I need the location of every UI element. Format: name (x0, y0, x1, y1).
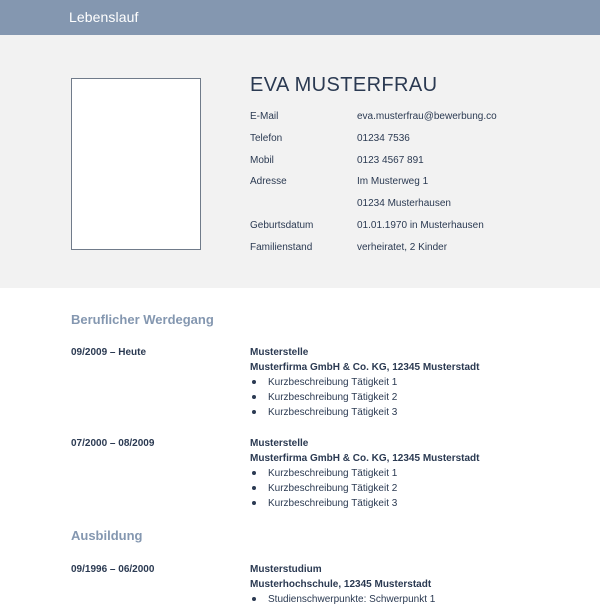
entry-date: 07/2000 – 08/2009 (71, 438, 155, 449)
mobile-value: 0123 4567 891 (357, 154, 424, 166)
bullet-icon (252, 471, 256, 475)
cv-header (0, 35, 600, 288)
list-item-text: Kurzbeschreibung Tätigkeit 1 (268, 377, 398, 388)
contact-label: Mobil (250, 154, 274, 166)
list-item (250, 481, 550, 496)
list-item-text: Kurzbeschreibung Tätigkeit 3 (268, 407, 398, 418)
bullet-icon (252, 597, 256, 601)
task-list (250, 466, 550, 511)
section-title-education: Ausbildung (71, 528, 143, 543)
entry-position: Musterstelle (250, 347, 309, 358)
bullet-icon (252, 380, 256, 384)
phone-value: 01234 7536 (357, 132, 410, 144)
address-street: Im Musterweg 1 (357, 176, 429, 188)
contact-row-address-city (250, 193, 550, 215)
address-city: 01234 Musterhausen (357, 198, 451, 210)
contact-row-mobile (250, 150, 550, 172)
task-list (250, 375, 550, 420)
bullet-icon (252, 486, 256, 490)
contact-label: Adresse (250, 176, 287, 188)
contact-row-birthdate (250, 215, 550, 237)
contact-label: Geburtsdatum (250, 219, 314, 231)
contact-label: E-Mail (250, 111, 279, 122)
entry-date: 09/2009 – Heute (71, 347, 147, 358)
document-title: Lebenslauf (69, 9, 139, 25)
contact-row-address (250, 171, 550, 193)
list-item (250, 390, 550, 405)
birthdate-value: 01.01.1970 in Musterhausen (357, 219, 484, 231)
contact-row-phone (250, 128, 550, 150)
entry-date: 09/1996 – 06/2000 (71, 564, 155, 575)
bullet-icon (252, 410, 256, 414)
contact-row-marital (250, 237, 550, 259)
list-item-text: Kurzbeschreibung Tätigkeit 3 (268, 498, 398, 509)
marital-value: verheiratet, 2 Kinder (357, 241, 448, 253)
list-item-text: Kurzbeschreibung Tätigkeit 2 (268, 392, 398, 403)
entry-organization: Musterhochschule, 12345 Musterstadt (250, 579, 432, 590)
person-name: EVA MUSTERFRAU (250, 74, 438, 96)
entry-position: Musterstudium (250, 564, 322, 575)
list-item (250, 375, 550, 390)
entry-position: Musterstelle (250, 438, 309, 449)
list-item (250, 466, 550, 481)
top-bar (0, 0, 600, 35)
list-item (250, 405, 550, 420)
contact-row-email (250, 106, 550, 128)
entry-body (250, 345, 550, 420)
section-title-career: Beruflicher Werdegang (71, 312, 214, 327)
bullet-icon (252, 501, 256, 505)
entry-organization: Musterfirma GmbH & Co. KG, 12345 Musterstadt (250, 453, 480, 464)
contact-table (250, 106, 550, 259)
bullet-icon (252, 395, 256, 399)
list-item (250, 496, 550, 511)
contact-label: Telefon (250, 132, 283, 144)
entry-organization: Musterfirma GmbH & Co. KG, 12345 Musterstadt (250, 362, 480, 373)
email-value[interactable]: eva.musterfrau@bewerbung.co (357, 111, 497, 122)
entry-body (250, 436, 550, 511)
list-item-text: Kurzbeschreibung Tätigkeit 1 (268, 468, 398, 479)
entry-body (250, 562, 550, 607)
photo-placeholder (71, 78, 201, 250)
list-item-text: Studienschwerpunkte: Schwerpunkt 1 (268, 594, 436, 605)
list-item-text: Kurzbeschreibung Tätigkeit 2 (268, 483, 398, 494)
contact-label: Familienstand (250, 241, 313, 253)
